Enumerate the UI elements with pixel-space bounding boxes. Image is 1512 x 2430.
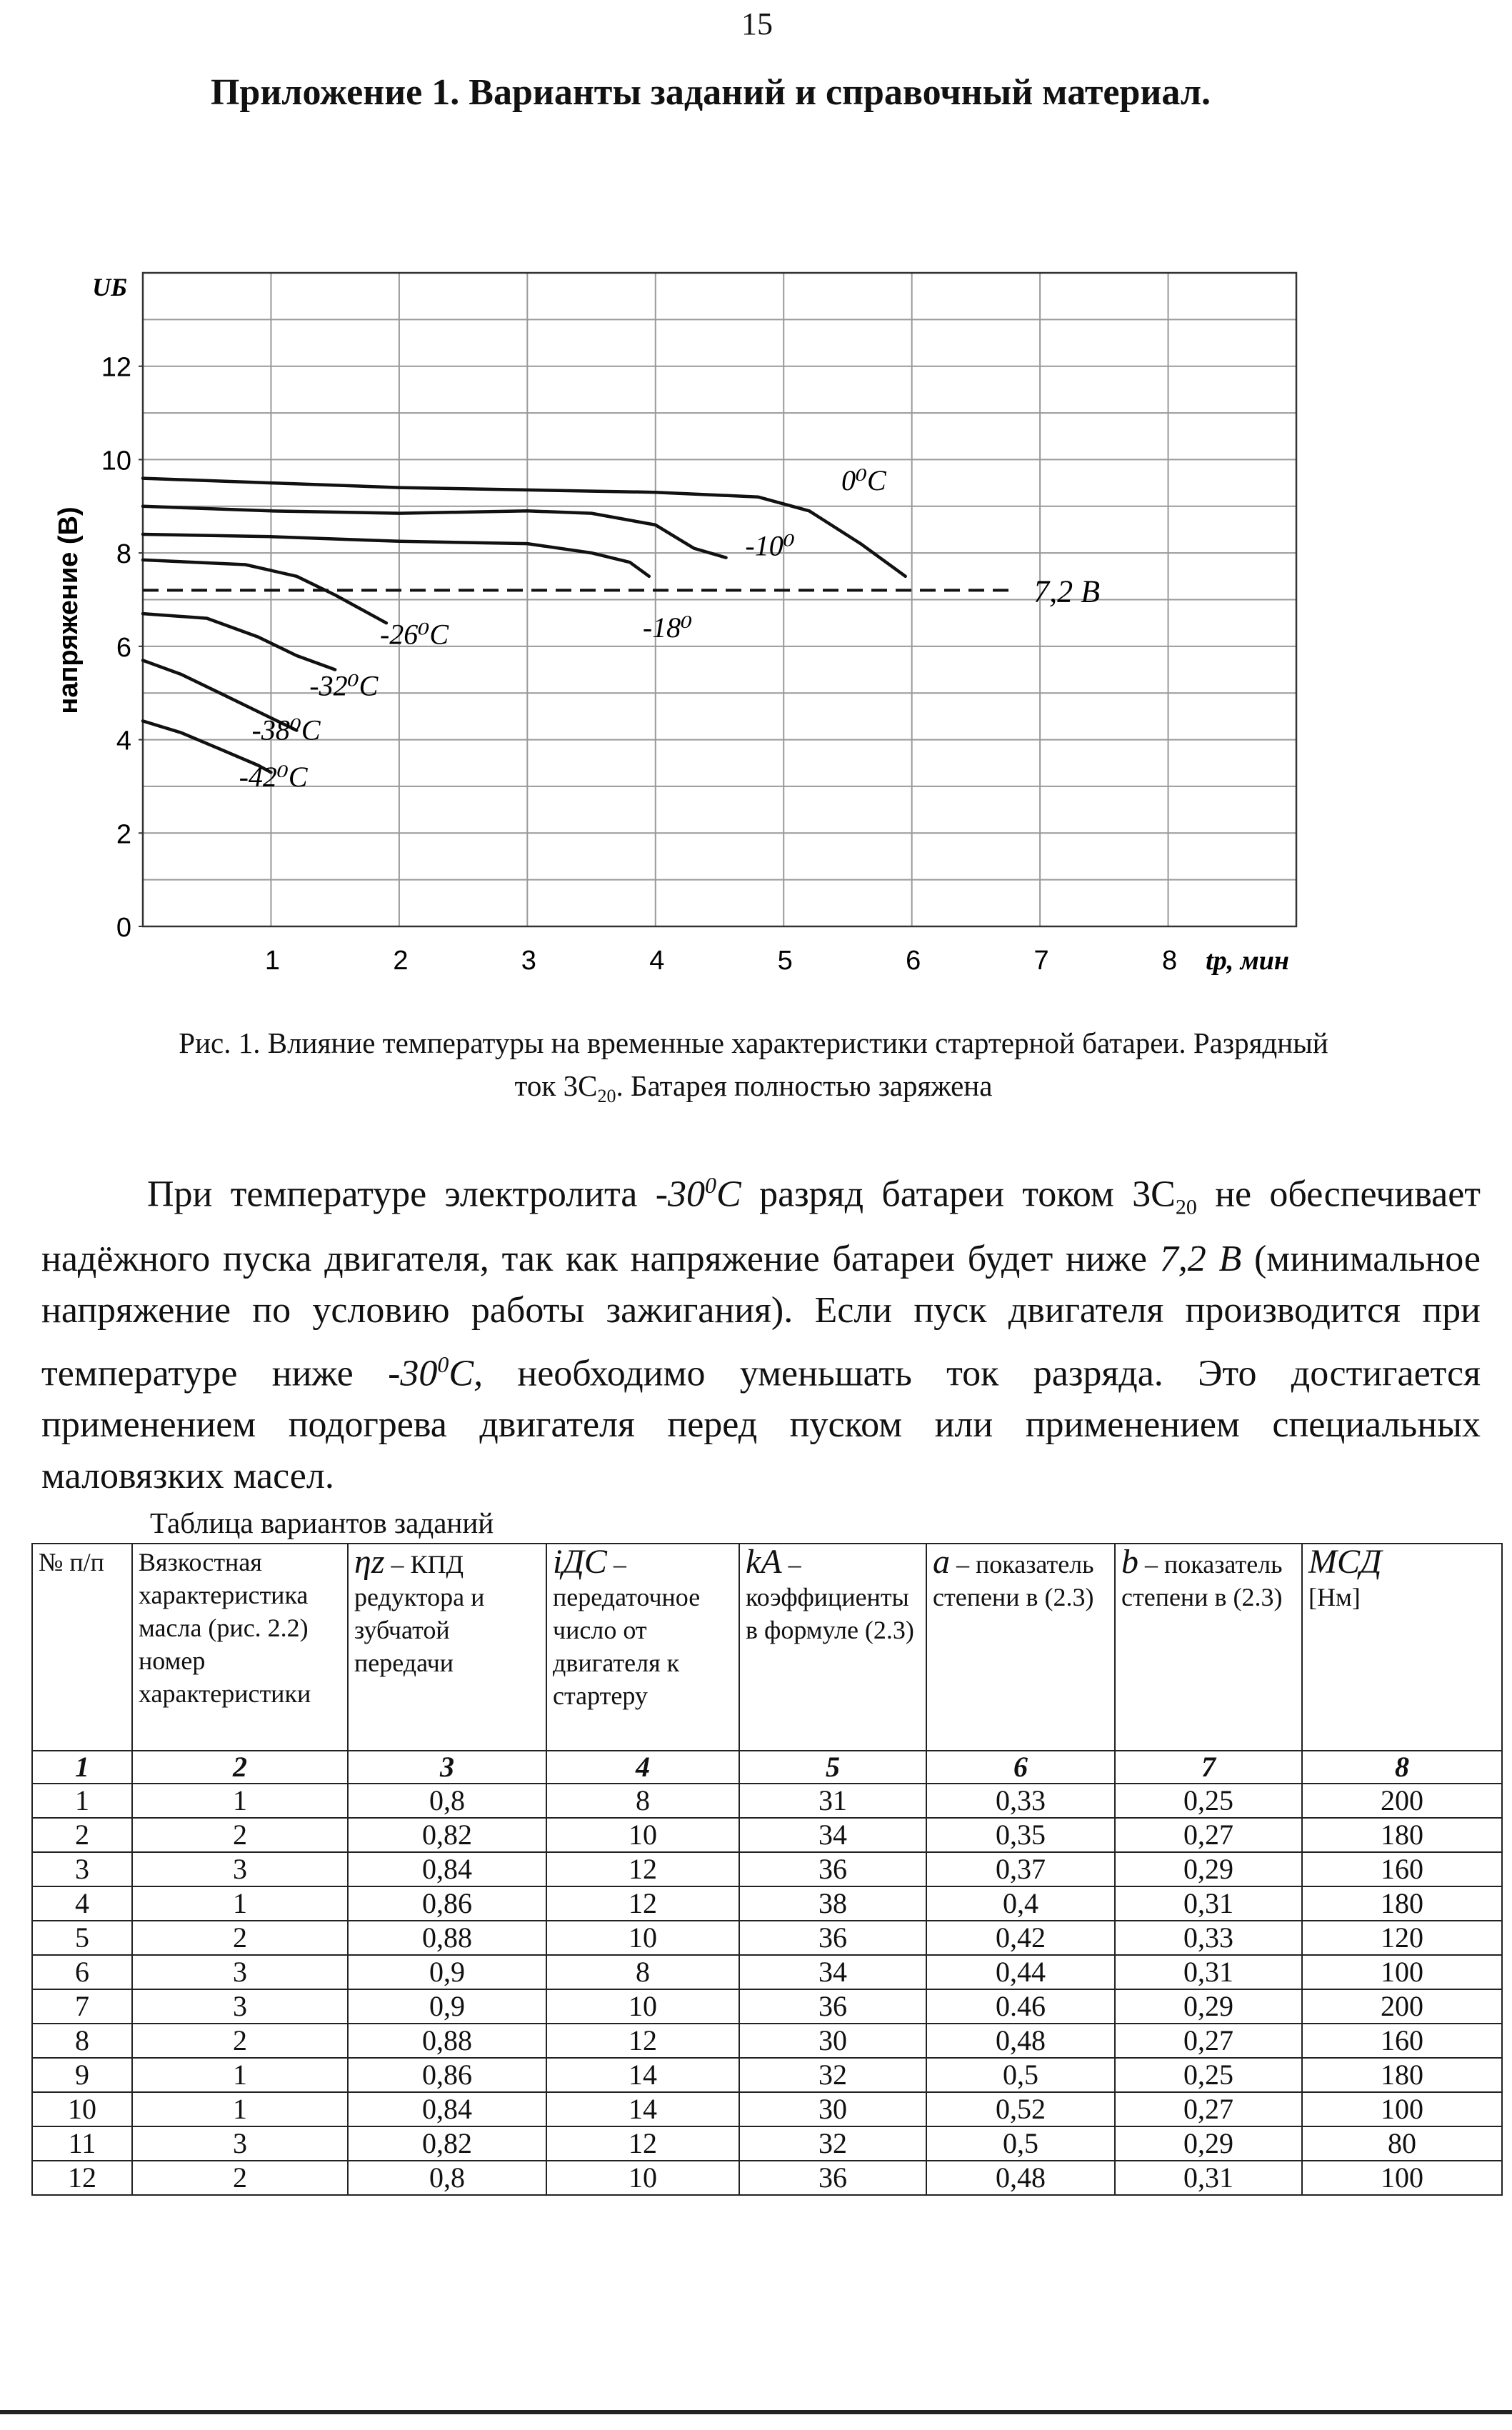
threshold-label: 7,2 В [1033,574,1101,609]
variants-table [31,1543,1503,2196]
x-tick-label: 7 [1033,946,1049,976]
table-cell: 1 [132,1886,348,1921]
table-cell: 3 [132,2126,348,2161]
header-exponent-a: a – показатель степени в (2.3) [926,1544,1115,1751]
y-axis-symbol: UБ [92,273,127,301]
y-tick-label: 6 [116,632,131,663]
table-cell: 0,84 [348,1852,546,1886]
table-cell: 200 [1302,1989,1502,2024]
y-tick-label: 8 [116,539,131,570]
table-cell: 8 [546,1955,739,1989]
table-cell: 0,27 [1115,1818,1302,1852]
table-cell: 5 [32,1921,132,1955]
x-tick-label: 5 [777,946,793,976]
table-cell: 38 [739,1886,926,1921]
table-cell: 11 [32,2126,132,2161]
table-row [32,1955,1502,1989]
header-coefficient: kA – коэффициенты в формуле (2.3) [739,1544,926,1751]
table-cell: 3 [132,1852,348,1886]
table-row [32,1818,1502,1852]
table-cell: 3 [132,1989,348,2024]
table-cell: 0,86 [348,1886,546,1921]
table-cell: 10 [32,2092,132,2126]
table-cell: 0,48 [926,2161,1115,2195]
table-cell: 100 [1302,2161,1502,2195]
column-number: 3 [348,1751,546,1784]
table-cell: 180 [1302,1818,1502,1852]
series-label: 0⁰C [841,464,886,496]
table-cell: 160 [1302,2024,1502,2058]
table-cell: 31 [739,1784,926,1818]
table-row [32,2161,1502,2195]
table-cell: 8 [546,1784,739,1818]
x-tick-label: 1 [264,946,281,976]
table-cell: 10 [546,2161,739,2195]
table-cell: 0,42 [926,1921,1115,1955]
page-number: 15 [741,6,773,41]
table-cell: 2 [132,1921,348,1955]
table-cell: 36 [739,1989,926,2024]
discharge-chart [43,257,1328,993]
column-number-row [32,1751,1502,1784]
table-cell: 0,44 [926,1955,1115,1989]
table-cell: 12 [546,2024,739,2058]
table-cell: 0,33 [926,1784,1115,1818]
series-label: -38⁰C [251,714,321,746]
table-cell: 0,27 [1115,2092,1302,2126]
x-tick-label: 3 [521,946,536,976]
table-cell: 0,48 [926,2024,1115,2058]
table-cell: 30 [739,2024,926,2058]
header-viscosity: Вязкостная характеристика масла (рис. 2.2) номер характеристики [132,1544,348,1751]
table-cell: 32 [739,2126,926,2161]
body-paragraph: При температуре электролита $-30^0C$ разряд батареи током $3C_{20}$ не обеспечивает надёжного пуска двигателя, так как напряжение батареи будет ниже 7,2 В (минимальное напряжение по условию работы зажигания). Если пуск двигателя производится при температуре ниже $-30^0C$, необходимо уменьшать ток разряда. Это достигается применением подогрева двигателя перед пуском или применением специальных маловязких масел. [41,1172,1481,1497]
table-cell: 0,25 [1115,1784,1302,1818]
table-cell: 3 [32,1852,132,1886]
chart-grid [143,273,1296,926]
column-number: 5 [739,1751,926,1784]
figure-caption [43,1021,1464,1118]
table-row [32,1784,1502,1818]
series-line [143,614,335,669]
y-axis-label: напряжение (В) [54,506,84,714]
x-tick-label: 6 [906,946,921,976]
table-cell: 2 [132,2024,348,2058]
table-cell: 0.46 [926,1989,1115,2024]
table-cell: 2 [132,1818,348,1852]
y-tick-label: 2 [116,819,131,850]
table-cell: 12 [546,2126,739,2161]
table-cell: 36 [739,1921,926,1955]
column-number: 2 [132,1751,348,1784]
table-cell: 0,27 [1115,2024,1302,2058]
table-row [32,1886,1502,1921]
table-cell: 0,88 [348,2024,546,2058]
table-row [32,2058,1502,2092]
table-cell: 0,5 [926,2058,1115,2092]
table-cell: 0,33 [1115,1921,1302,1955]
table-cell: 0,52 [926,2092,1115,2126]
series-line [143,506,726,558]
table-cell: 0,82 [348,1818,546,1852]
table-cell: 1 [132,2092,348,2126]
table-cell: 32 [739,2058,926,2092]
table-cell: 9 [32,2058,132,2092]
table-cell: 7 [32,1989,132,2024]
y-tick-label: 12 [101,352,131,383]
table-cell: 0,37 [926,1852,1115,1886]
y-tick-label: 4 [116,726,131,756]
table-cell: 1 [132,1784,348,1818]
series-label: -32⁰C [309,669,379,702]
table-cell: 1 [132,2058,348,2092]
table-row [32,2126,1502,2161]
table-cell: 0,31 [1115,2161,1302,2195]
x-tick-label: 4 [649,946,665,976]
table-cell: 30 [739,2092,926,2126]
series-label: -18⁰ [642,611,693,644]
y-tick-label: 10 [101,446,131,476]
table-cell: 0,8 [348,1784,546,1818]
series-label: -42⁰C [239,760,308,793]
table-cell: 12 [546,1886,739,1921]
header-exponent-b: b – показатель степени в (2.3) [1115,1544,1302,1751]
table-cell: 14 [546,2058,739,2092]
table-cell: 14 [546,2092,739,2126]
table-cell: 4 [32,1886,132,1921]
table-cell: 0,29 [1115,2126,1302,2161]
table-cell: 0,29 [1115,1852,1302,1886]
series-line [143,534,649,576]
table-cell: 0,9 [348,1989,546,2024]
table-cell: 0,29 [1115,1989,1302,2024]
header-torque: MСД [Нм] [1302,1544,1502,1751]
table-cell: 36 [739,1852,926,1886]
column-number: 8 [1302,1751,1502,1784]
table-cell: 0,9 [348,1955,546,1989]
table-cell: 12 [32,2161,132,2195]
table-cell: 0,84 [348,2092,546,2126]
table-cell: 100 [1302,1955,1502,1989]
header-efficiency: ηz – КПД редуктора и зубчатой передачи [348,1544,546,1751]
table-cell: 10 [546,1818,739,1852]
table-cell: 2 [132,2161,348,2195]
caption-line-1: Рис. 1. Влияние температуры на временные характеристики стартерной батареи. Разрядный [179,1026,1328,1059]
table-cell: 180 [1302,2058,1502,2092]
series-label: -26⁰C [379,618,449,651]
table-cell: 80 [1302,2126,1502,2161]
table-cell: 1 [32,1784,132,1818]
column-number: 7 [1115,1751,1302,1784]
column-number: 1 [32,1751,132,1784]
table-row [32,1921,1502,1955]
table-row [32,2024,1502,2058]
table-cell: 0,31 [1115,1955,1302,1989]
table-cell: 0,86 [348,2058,546,2092]
table-cell: 0,5 [926,2126,1115,2161]
column-number: 4 [546,1751,739,1784]
table-cell: 34 [739,1818,926,1852]
table-caption: Таблица вариантов заданий [150,1506,494,1539]
table-cell: 3 [132,1955,348,1989]
table-cell: 0,4 [926,1886,1115,1921]
table-row [32,1852,1502,1886]
table-row [32,2092,1502,2126]
x-tick-label: 2 [393,946,409,976]
table-cell: 34 [739,1955,926,1989]
table-cell: 0,88 [348,1921,546,1955]
column-number: 6 [926,1751,1115,1784]
y-tick-label: 0 [116,913,131,943]
series-label: -10⁰ [745,529,795,562]
table-cell: 8 [32,2024,132,2058]
caption-line-2: ток $3C_{20}$. Батарея полностью заряжена [514,1069,993,1107]
table-cell: 36 [739,2161,926,2195]
table-cell: 0,31 [1115,1886,1302,1921]
header-number: № п/п [32,1544,132,1751]
table-cell: 100 [1302,2092,1502,2126]
table-cell: 0,25 [1115,2058,1302,2092]
page-title: Приложение 1. Варианты заданий и справочный материал. [210,72,1211,113]
table-cell: 200 [1302,1784,1502,1818]
table-cell: 2 [32,1818,132,1852]
table-cell: 6 [32,1955,132,1989]
x-tick-label: 8 [1161,946,1178,976]
table-cell: 0,35 [926,1818,1115,1852]
table-cell: 10 [546,1921,739,1955]
table-cell: 12 [546,1852,739,1886]
x-axis-label: tр, мин [1206,946,1289,976]
bottom-rule [0,2410,1512,2414]
table-row [32,1989,1502,2024]
table-cell: 180 [1302,1886,1502,1921]
table-cell: 160 [1302,1852,1502,1886]
header-gear-ratio: iДС – передаточное число от двигателя к стартеру [546,1544,739,1751]
table-cell: 0,82 [348,2126,546,2161]
table-cell: 120 [1302,1921,1502,1955]
table-cell: 0,8 [348,2161,546,2195]
table-cell: 10 [546,1989,739,2024]
